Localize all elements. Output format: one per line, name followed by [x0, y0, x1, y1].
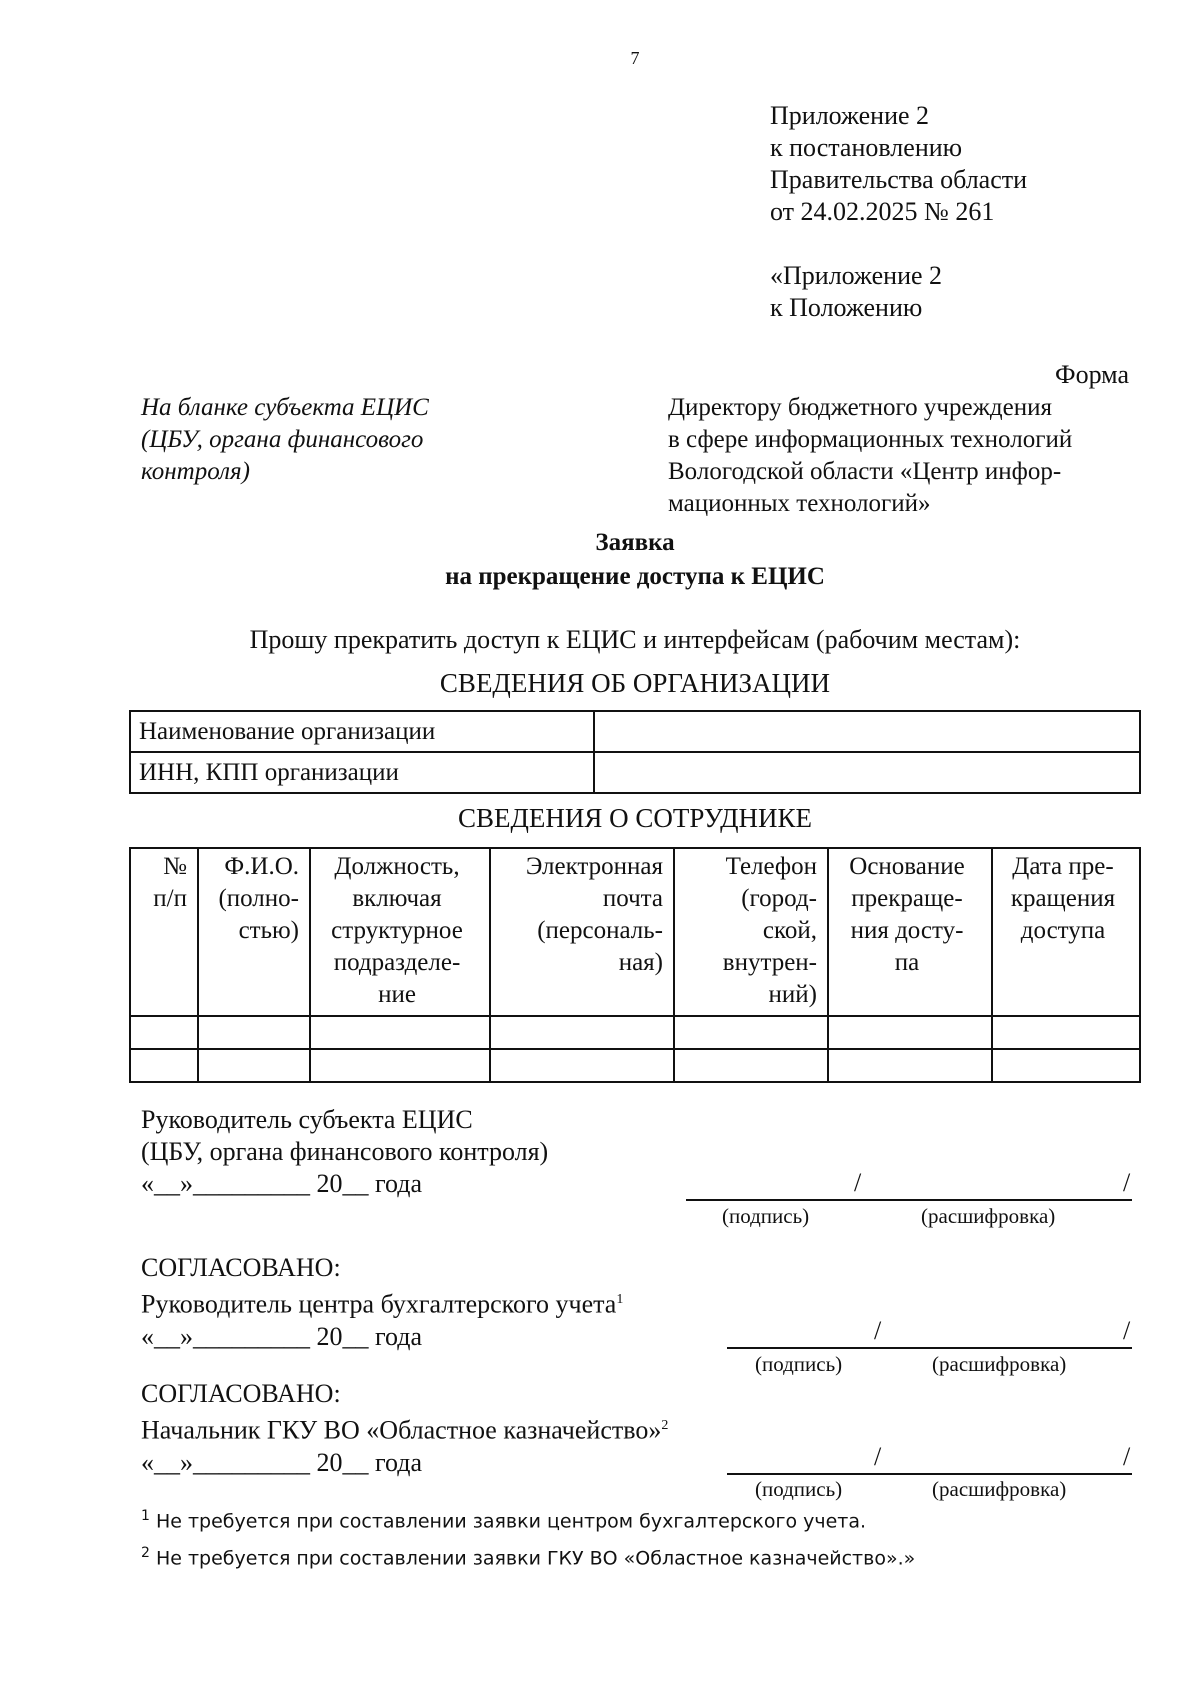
- head-role-line: (ЦБУ, органа финансового контроля): [141, 1137, 549, 1166]
- appendix-line: к постановлению: [770, 133, 963, 162]
- footnote-mark: 2: [661, 1418, 669, 1433]
- table-row: [130, 711, 1140, 752]
- signature-line[interactable]: [727, 1473, 1132, 1475]
- table-row: [130, 752, 1140, 793]
- head-signature-block: [141, 1104, 548, 1200]
- signature-line[interactable]: [727, 1347, 1132, 1349]
- request-text: Прошу прекратить доступ к ЕЦИС и интерфейсам (рабочим местам):: [249, 625, 1021, 654]
- decoding-hint: (расшифровка): [932, 1477, 1067, 1501]
- appendix-line: Правительства области: [770, 165, 1028, 194]
- org-section-heading: СВЕДЕНИЯ ОБ ОРГАНИЗАЦИИ: [439, 668, 831, 698]
- table-cell[interactable]: [674, 1016, 828, 1049]
- table-cell[interactable]: [130, 1016, 198, 1049]
- signature-line[interactable]: [686, 1199, 1132, 1201]
- table-cell[interactable]: [674, 1049, 828, 1082]
- table-cell[interactable]: [992, 1049, 1140, 1082]
- agreed-label: СОГЛАСОВАНО:: [141, 1379, 341, 1408]
- decoding-hint: (расшифровка): [921, 1204, 1056, 1228]
- col-reason: Основание прекраще- ния досту- па: [828, 848, 992, 1016]
- addressee-line: Вологодской области «Центр инфор-: [668, 458, 1062, 485]
- col-email: Электронная почта (персональ- ная): [490, 848, 674, 1016]
- footnotes: [141, 1500, 915, 1575]
- slash-separator: /: [874, 1316, 882, 1345]
- appendix-line: от 24.02.2025 № 261: [770, 197, 995, 226]
- table-row: [130, 1049, 1140, 1082]
- agreed1-signature-block: [141, 1252, 623, 1353]
- blank-note-line: контроля): [141, 458, 250, 485]
- slash-separator: /: [1123, 1168, 1131, 1197]
- head-role-line: Руководитель субъекта ЕЦИС: [141, 1105, 473, 1134]
- agreed-label: СОГЛАСОВАНО:: [141, 1253, 341, 1282]
- table-cell[interactable]: [130, 1049, 198, 1082]
- org-inn-label: ИНН, КПП организации: [130, 752, 594, 793]
- decoding-hint: (расшифровка): [932, 1352, 1067, 1376]
- org-name-label: Наименование организации: [130, 711, 594, 752]
- employee-table: [129, 847, 1141, 1083]
- date-field[interactable]: «__»_________ 20__ года: [141, 1321, 423, 1351]
- appendix-line: «Приложение 2: [770, 261, 943, 290]
- form-label: Форма: [1055, 360, 1129, 389]
- org-table: [129, 710, 1141, 794]
- blank-note: [141, 392, 429, 488]
- appendix-header: [770, 100, 1027, 324]
- slash-separator: /: [874, 1442, 882, 1471]
- footnote-mark: 1: [616, 1292, 624, 1307]
- org-name-value[interactable]: [594, 711, 1140, 752]
- table-cell[interactable]: [198, 1049, 310, 1082]
- table-cell[interactable]: [828, 1016, 992, 1049]
- title-line-1: Заявка: [595, 529, 675, 556]
- table-row: [130, 1016, 1140, 1049]
- org-inn-value[interactable]: [594, 752, 1140, 793]
- addressee-line: мационных технологий»: [668, 490, 931, 517]
- agreed1-role: Руководитель центра бухгалтерского учета$^1$: [141, 1289, 624, 1319]
- date-field[interactable]: «__»_________ 20__ года: [141, 1169, 423, 1198]
- blank-note-line: На бланке субъекта ЕЦИС: [141, 394, 429, 421]
- agreed2-role: Начальник ГКУ ВО «Областное казначейство»$^2$: [141, 1415, 669, 1445]
- table-cell[interactable]: [198, 1016, 310, 1049]
- col-number: № п/п: [130, 848, 198, 1016]
- table-cell[interactable]: [310, 1049, 490, 1082]
- addressee-line: Директору бюджетного учреждения: [668, 394, 1052, 421]
- table-cell[interactable]: [490, 1049, 674, 1082]
- table-cell[interactable]: [992, 1016, 1140, 1049]
- col-phone: Телефон (город- ской, внутрен- ний): [674, 848, 828, 1016]
- agreed2-signature-block: [141, 1378, 668, 1479]
- date-field[interactable]: «__»_________ 20__ года: [141, 1447, 423, 1477]
- employee-section-heading: СВЕДЕНИЯ О СОТРУДНИКЕ: [457, 803, 813, 833]
- document-title: [0, 526, 1200, 594]
- addressee-line: в сфере информационных технологий: [668, 426, 1073, 453]
- table-cell[interactable]: [310, 1016, 490, 1049]
- title-line-2: на прекращение доступа к ЕЦИС: [445, 563, 825, 590]
- appendix-line: Приложение 2: [770, 101, 930, 130]
- table-cell[interactable]: [828, 1049, 992, 1082]
- slash-separator: /: [854, 1168, 862, 1197]
- table-cell[interactable]: [490, 1016, 674, 1049]
- signature-hint: (подпись): [722, 1204, 810, 1228]
- slash-separator: /: [1123, 1442, 1131, 1471]
- table-header-row: [130, 848, 1140, 1016]
- appendix-line: к Положению: [770, 293, 923, 322]
- footnote: $^1$ Не требуется при составлении заявки центром бухгалтерского учета.: [141, 1508, 867, 1533]
- col-date: Дата пре- кращения доступа: [992, 848, 1140, 1016]
- footnote: $^2$ Не требуется при составлении заявки ГКУ ВО «Областное казначейство».»: [141, 1545, 916, 1570]
- slash-separator: /: [1123, 1316, 1131, 1345]
- col-position: Должность, включая структурное подразделе- ние: [310, 848, 490, 1016]
- blank-note-line: (ЦБУ, органа финансового: [141, 426, 424, 453]
- page-number: 7: [630, 48, 640, 68]
- signature-hint: (подпись): [755, 1352, 843, 1376]
- signature-hint: (подпись): [755, 1477, 843, 1501]
- addressee: [668, 392, 1072, 520]
- col-fio: Ф.И.О. (полно- стью): [198, 848, 310, 1016]
